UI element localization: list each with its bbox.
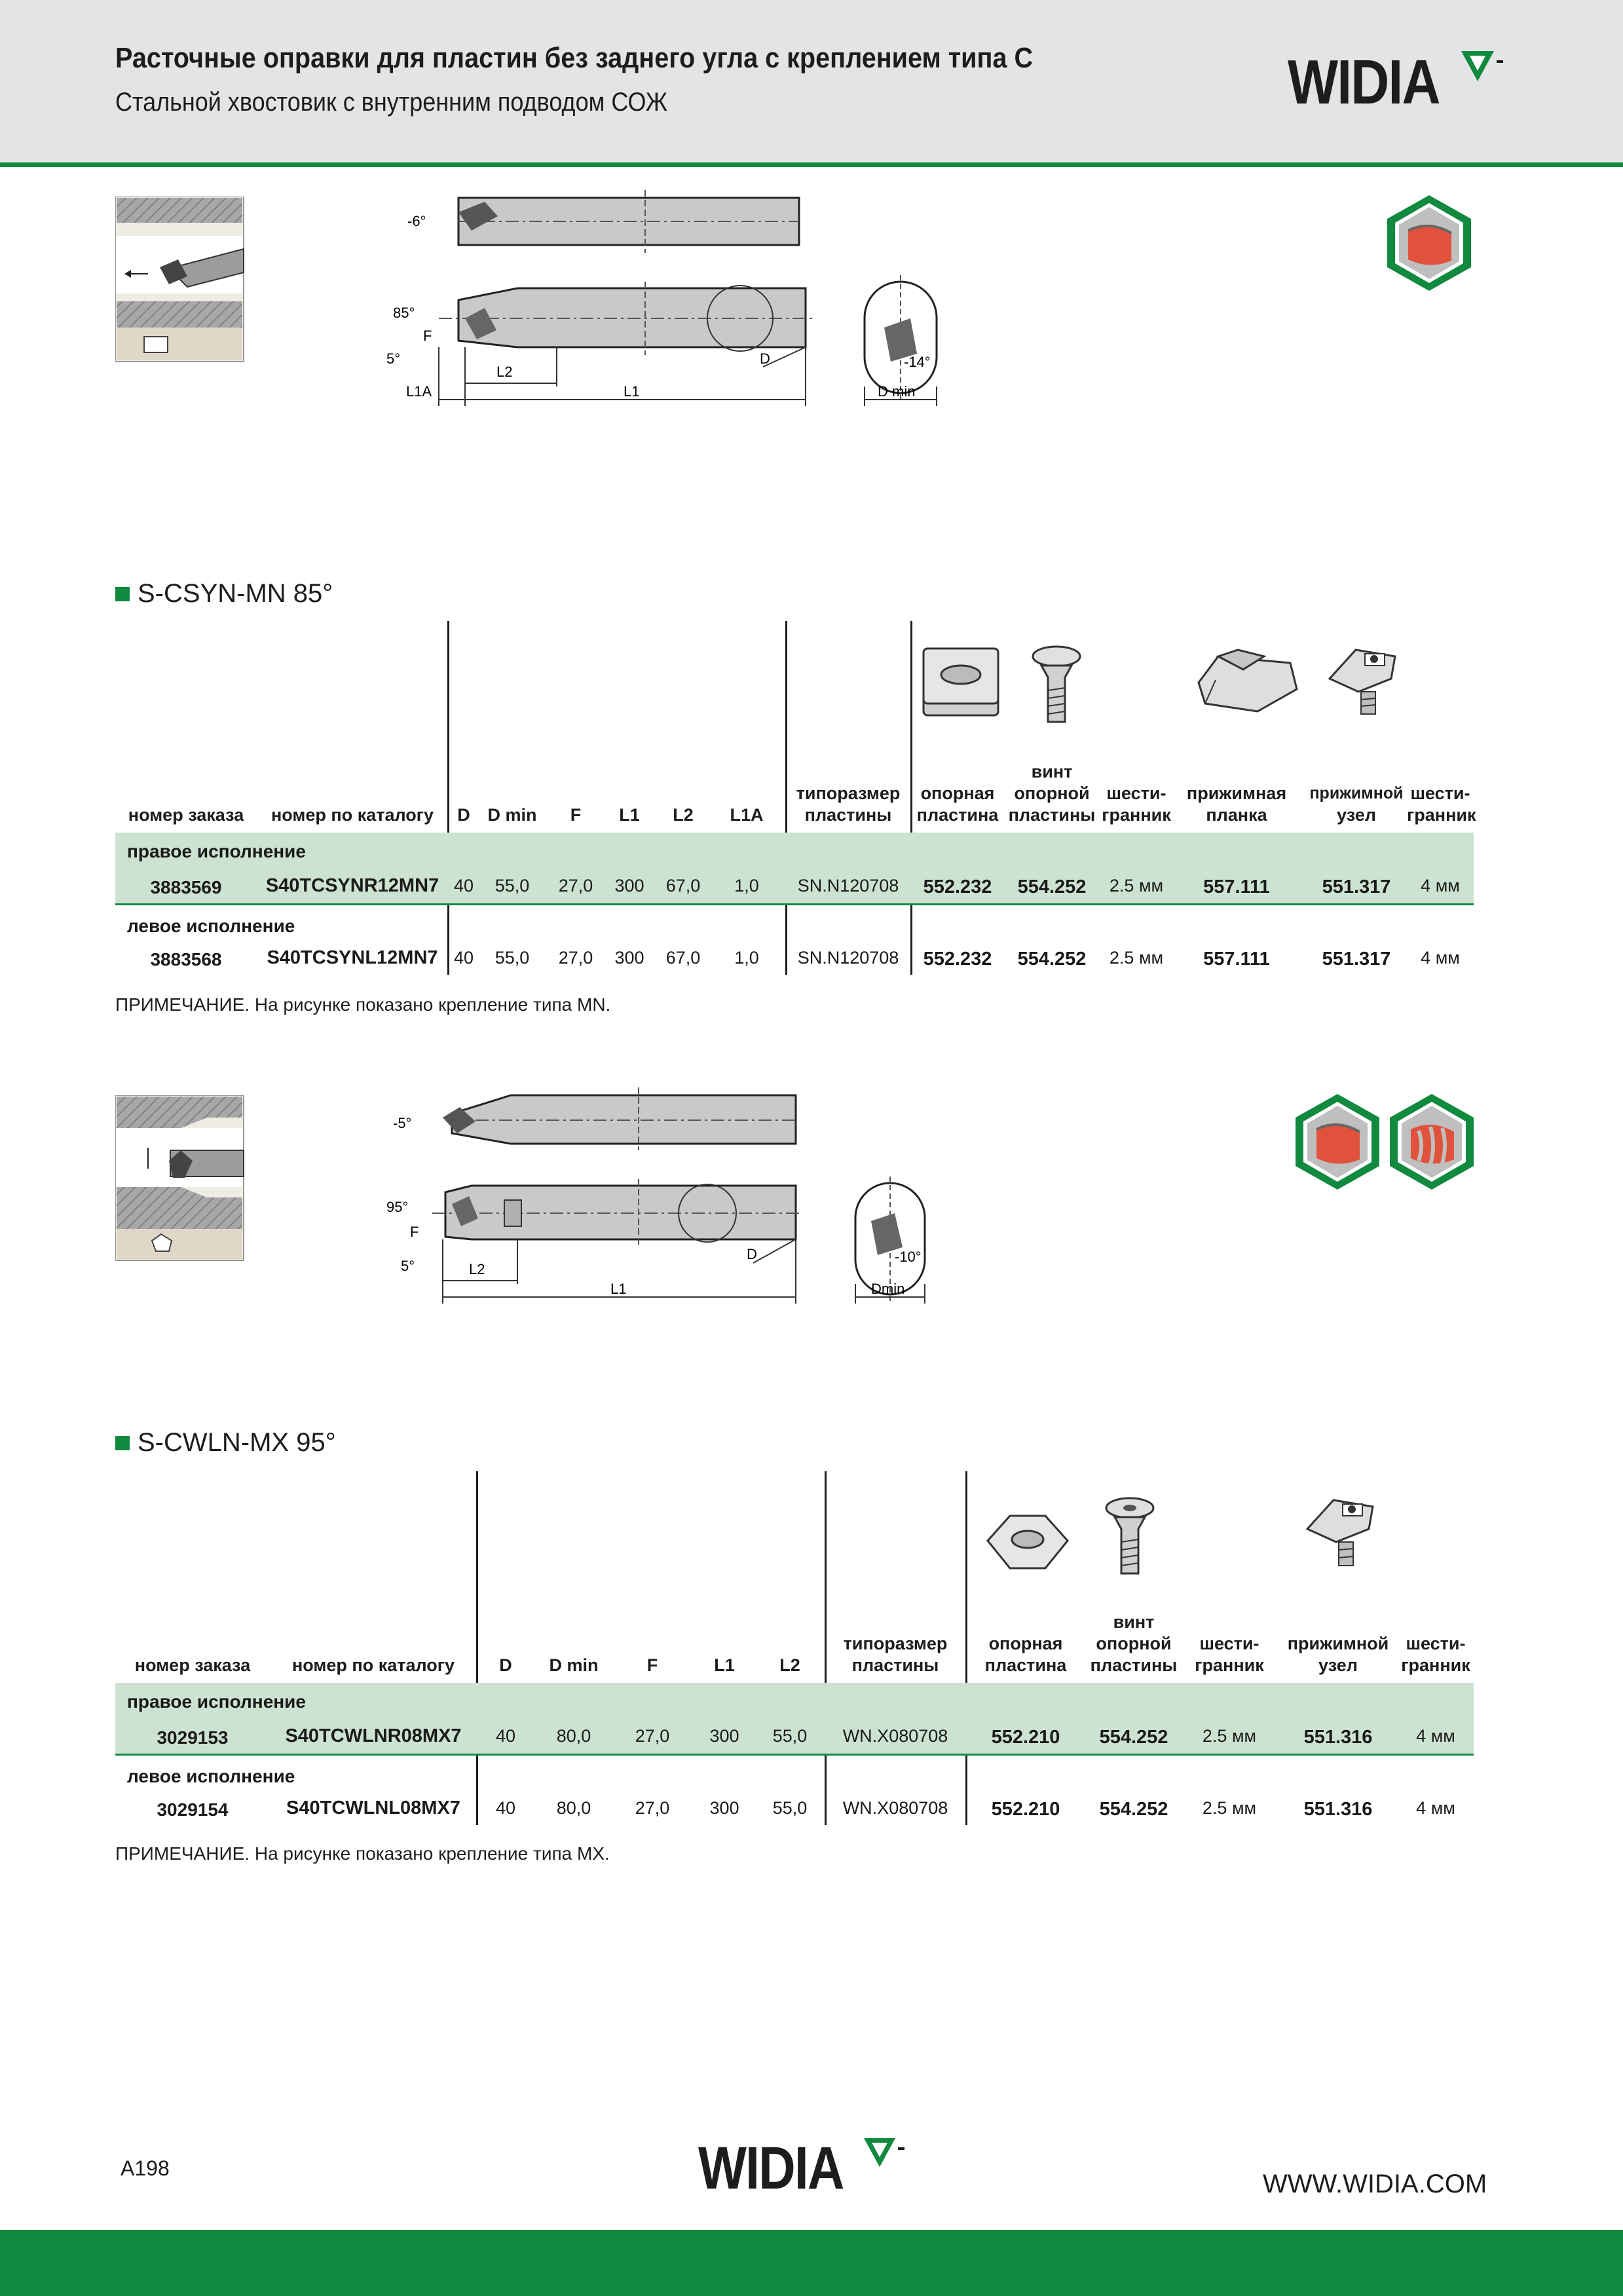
col-header-shim-screw: пластины	[1008, 805, 1096, 825]
col-header-clamp: планка	[1206, 805, 1267, 825]
column-divider	[476, 1471, 478, 1825]
application-icon-boring	[1383, 194, 1475, 292]
value-clamp-unit: 551.317	[1322, 949, 1391, 969]
value-insert-size: SN.N120708	[797, 876, 899, 895]
value-hex: 2.5 мм	[1109, 948, 1164, 968]
value-dmin: 55,0	[494, 948, 530, 968]
value-l2: 67,0	[665, 876, 701, 895]
col-header-hex2: гранник	[1407, 805, 1476, 825]
col-header-catalog: номер по каталогу	[270, 805, 434, 825]
value-d: 40	[495, 1726, 516, 1746]
group-label: левое исполнение	[127, 916, 295, 936]
col-header-catalog: номер по каталогу	[291, 1655, 455, 1675]
catalog-number: S40TCWLNR08MX7	[285, 1725, 462, 1746]
col-header-shim-screw: опорной	[1014, 783, 1090, 803]
catalog-number: S40TCSYNR12MN7	[265, 875, 439, 896]
widia-logo: WIDIA	[1288, 51, 1506, 114]
col-header-insert-size: пластины	[804, 805, 892, 825]
value-d: 40	[453, 876, 474, 895]
value-l1a: 1,0	[734, 876, 759, 895]
shim-screw-image	[1028, 645, 1085, 727]
col-header-clamp-unit: прижимной	[1287, 1634, 1389, 1653]
col-header-order: номер заказа	[128, 805, 244, 825]
col-header-l1a: L1A	[730, 805, 764, 825]
value-dmin: 80,0	[556, 1798, 591, 1818]
col-header-insert-size: типоразмер	[796, 783, 901, 803]
product-table-1	[115, 620, 1474, 980]
col-header-hex2: шести-	[1410, 783, 1470, 803]
page-subtitle: Стальной хвостовик с внутренним подводом СОЖ	[115, 88, 668, 117]
value-hex2: 4 мм	[1421, 948, 1460, 968]
value-clamp: 557.111	[1203, 949, 1270, 969]
value-dmin: 55,0	[494, 876, 530, 895]
value-f: 27,0	[635, 1726, 670, 1746]
value-hex: 2.5 мм	[1109, 876, 1164, 895]
value-l1a: 1,0	[734, 948, 759, 968]
widia-logo: WIDIA	[698, 2138, 906, 2198]
col-header-shim-screw: винт	[1113, 1612, 1155, 1632]
value-d: 40	[453, 948, 474, 968]
col-header-shim: пластина	[984, 1655, 1067, 1675]
application-icon-boring	[1292, 1093, 1383, 1191]
col-header-hex: гранник	[1195, 1655, 1264, 1675]
value-shim-screw: 554.252	[1099, 1727, 1168, 1748]
col-header-shim-screw: опорной	[1096, 1634, 1172, 1653]
col-header-insert-size: типоразмер	[843, 1634, 948, 1653]
value-hex: 2.5 мм	[1202, 1798, 1257, 1818]
col-header-l1: L1	[619, 805, 640, 825]
catalog-number: S40TCSYNL12MN7	[267, 947, 438, 968]
angle-label: 5°	[386, 350, 401, 367]
col-header-clamp-unit: узел	[1337, 805, 1376, 825]
row-divider	[115, 1754, 1474, 1756]
footer-bar	[0, 2230, 1623, 2296]
col-header-shim-screw: пластины	[1090, 1655, 1178, 1675]
col-header-shim: опорная	[988, 1634, 1063, 1653]
value-l1: 300	[709, 1726, 739, 1746]
widia-logo-mark-icon	[863, 2134, 906, 2171]
col-header-shim: опорная	[920, 783, 995, 803]
col-header-hex: шести-	[1106, 783, 1166, 803]
column-divider	[447, 621, 449, 975]
group-label: левое исполнение	[127, 1766, 295, 1786]
section-title: S-CSYN-MN 85°	[115, 579, 333, 609]
shim-screw-image	[1102, 1496, 1158, 1579]
section-marker-icon	[115, 1436, 130, 1450]
col-header-d: D	[499, 1655, 512, 1675]
col-header-clamp-unit: узел	[1318, 1655, 1358, 1675]
value-l1: 300	[614, 948, 644, 968]
clamp-unit-image	[1297, 1490, 1381, 1571]
col-header-dmin: D min	[549, 1655, 599, 1675]
catalog-number: S40TCWLNL08MX7	[286, 1797, 460, 1818]
shim-image	[984, 1513, 1072, 1572]
col-header-order: номер заказа	[134, 1655, 251, 1675]
dimension-label: D	[747, 1246, 757, 1262]
dimension-label: F	[410, 1224, 419, 1240]
order-number: 3029154	[157, 1799, 229, 1820]
col-header-clamp-unit: прижимной	[1309, 784, 1404, 802]
value-shim-screw: 554.252	[1099, 1799, 1168, 1820]
page-header	[0, 0, 1623, 167]
value-clamp-unit: 551.317	[1322, 876, 1391, 897]
dimension-label: L1	[624, 383, 640, 400]
col-header-hex2: гранник	[1401, 1655, 1470, 1675]
value-f: 27,0	[635, 1798, 670, 1818]
group-label: правое исполнение	[127, 841, 306, 861]
value-clamp: 557.111	[1203, 876, 1270, 897]
value-l1: 300	[614, 876, 644, 895]
clamp-unit-image	[1319, 639, 1403, 718]
value-clamp-unit: 551.316	[1303, 1799, 1373, 1820]
col-header-shim: пластина	[916, 805, 999, 825]
application-icon-profiling	[1386, 1093, 1478, 1191]
value-l2: 55,0	[772, 1726, 808, 1746]
tool-drawing-2	[386, 1087, 950, 1310]
bore-application-image-1	[115, 197, 246, 364]
value-hex2: 4 мм	[1421, 876, 1460, 895]
website-link[interactable]: WWW.WIDIA.COM	[1263, 2170, 1487, 2198]
value-l1: 300	[709, 1798, 739, 1818]
col-header-hex: шести-	[1199, 1634, 1259, 1653]
angle-label: 95°	[386, 1199, 409, 1215]
value-l2: 55,0	[772, 1798, 808, 1818]
dimension-label: Dmin	[871, 1281, 905, 1297]
value-clamp-unit: 551.316	[1303, 1727, 1373, 1748]
value-dmin: 80,0	[556, 1726, 591, 1746]
table-note: ПРИМЕЧАНИЕ. На рисунке показано крепление типа MN.	[115, 994, 611, 1015]
value-shim-screw: 554.252	[1017, 876, 1087, 897]
col-header-clamp: прижимная	[1186, 783, 1287, 803]
order-number: 3883569	[150, 877, 222, 897]
angle-label: 85°	[393, 305, 415, 321]
page-number: A198	[121, 2156, 170, 2180]
angle-label: -10°	[895, 1249, 922, 1265]
value-hex: 2.5 мм	[1202, 1726, 1257, 1746]
bore-application-image-2	[115, 1095, 246, 1262]
dimension-label: D	[760, 350, 770, 367]
product-table-2	[115, 1470, 1474, 1830]
dimension-label: L1	[610, 1281, 627, 1297]
value-f: 27,0	[558, 876, 593, 895]
value-insert-size: SN.N120708	[797, 948, 899, 968]
value-hex2: 4 мм	[1416, 1798, 1455, 1818]
value-f: 27,0	[558, 948, 593, 968]
section-marker-icon	[115, 587, 130, 601]
page-title: Расточные оправки для пластин без заднего угла с креплением типа C	[115, 42, 1034, 74]
row-divider	[115, 903, 1474, 905]
section-title: S-CWLN-MX 95°	[115, 1428, 336, 1458]
order-number: 3883568	[150, 949, 222, 969]
value-hex2: 4 мм	[1416, 1726, 1455, 1746]
dimension-label: D min	[878, 383, 916, 400]
clamp-image	[1192, 643, 1302, 715]
value-insert-size: WN.X080708	[842, 1726, 948, 1746]
value-shim: 552.210	[991, 1799, 1060, 1820]
group-label: правое исполнение	[127, 1691, 306, 1712]
value-shim: 552.232	[923, 949, 992, 969]
value-d: 40	[495, 1798, 516, 1818]
col-header-l2: L2	[779, 1655, 800, 1675]
value-insert-size: WN.X080708	[842, 1798, 948, 1818]
col-header-hex: гранник	[1102, 805, 1171, 825]
shim-image	[920, 645, 1002, 721]
dimension-label: F	[423, 328, 432, 344]
order-number: 3029153	[157, 1727, 229, 1748]
dimension-label: L2	[496, 364, 513, 380]
col-header-insert-size: пластины	[851, 1655, 939, 1675]
col-header-l2: L2	[673, 805, 694, 825]
col-header-dmin: D min	[487, 805, 537, 825]
col-header-l1: L1	[714, 1655, 735, 1675]
angle-label: 5°	[401, 1258, 415, 1274]
col-header-hex2: шести-	[1406, 1634, 1466, 1653]
tool-drawing-1	[386, 190, 950, 413]
value-shim-screw: 554.252	[1017, 949, 1087, 969]
table-note: ПРИМЕЧАНИЕ. На рисунке показано крепление типа MX.	[115, 1843, 610, 1864]
col-header-shim-screw: винт	[1031, 762, 1073, 781]
dimension-label: L1A	[406, 383, 432, 400]
dimension-label: L2	[469, 1261, 485, 1277]
col-header-d: D	[457, 805, 470, 825]
angle-label: -5°	[393, 1115, 412, 1131]
col-header-f: F	[646, 1655, 658, 1675]
angle-label: -14°	[904, 354, 931, 370]
angle-label: -6°	[407, 213, 426, 229]
widia-logo-mark-icon	[1460, 47, 1506, 86]
value-shim: 552.232	[923, 876, 992, 897]
value-shim: 552.210	[991, 1727, 1060, 1748]
value-l2: 67,0	[665, 948, 701, 968]
col-header-f: F	[570, 805, 582, 825]
